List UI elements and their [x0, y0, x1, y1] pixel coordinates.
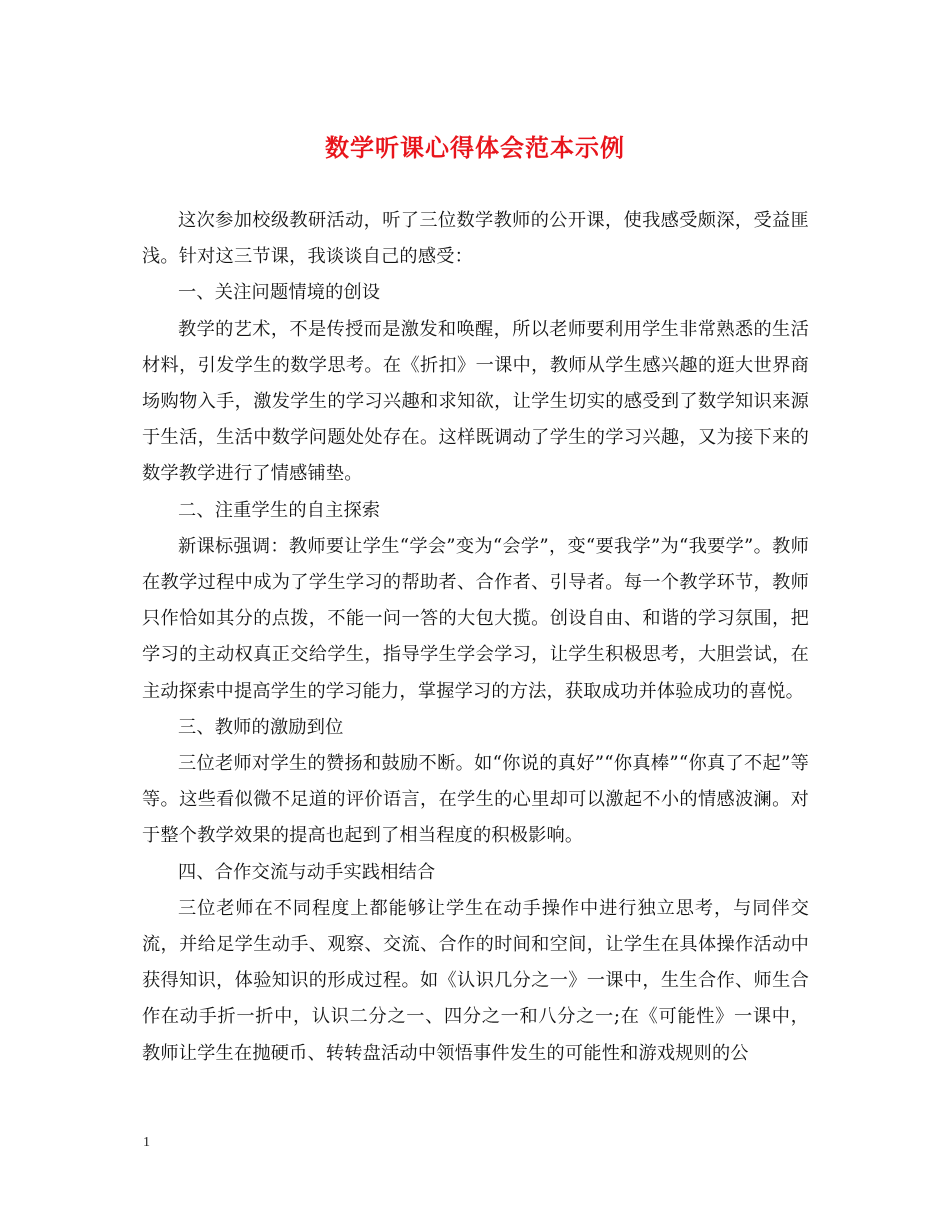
paragraph-section-2: 新课标强调：教师要让学生“学会”变为“会学”，变“要我学”为“我要学”。教师在教学过程中成为了学生学习的帮助者、合作者、引导者。每一个教学环节，教师只作恰如其分的点拨，不能一问一答的大包大揽。创设自由、和谐的学习氛围，把学习的主动权真正交给学生，指导学生学会学习，让学生积极思考，大胆尝试，在主动探索中提高学生的学习能力，掌握学习的方法，获取成功并体验成功的喜悦。 — [142, 535, 809, 702]
paragraph-intro: 这次参加校级教研活动，听了三位数学教师的公开课，使我感受颇深，受益匪浅。针对这三节课，我谈谈自己的感受： — [142, 210, 809, 268]
page-number: 1 — [143, 1135, 150, 1150]
section-heading-4: 四、合作交流与动手实践相结合 — [178, 861, 436, 883]
section-heading-1: 一、关注问题情境的创设 — [178, 282, 381, 304]
paragraph-section-3: 三位老师对学生的赞扬和鼓励不断。如“你说的真好”“你真棒”“你真了不起”等等。这些看似微不足道的评价语言，在学生的心里却可以激起不小的情感波澜。对于整个教学效果的提高也起到了相当程度的积极影响。 — [142, 753, 809, 847]
section-heading-2: 二、注重学生的自主探索 — [178, 499, 381, 521]
paragraph-section-1: 教学的艺术，不是传授而是激发和唤醒，所以老师要利用学生非常熟悉的生活材料，引发学生的数学思考。在《折扣》一课中，教师从学生感兴趣的逛大世界商场购物入手，激发学生的学习兴趣和求知欲，让学生切实的感受到了数学知识来源于生活，生活中数学问题处处存在。这样既调动了学生的学习兴趣，又为接下来的数学教学进行了情感铺垫。 — [142, 318, 809, 485]
paragraph-section-4: 三位老师在不同程度上都能够让学生在动手操作中进行独立思考，与同伴交流，并给足学生动手、观察、交流、合作的时间和空间，让学生在具体操作活动中获得知识，体验知识的形成过程。如《认识几分之一》一课中，生生合作、师生合作在动手折一折中，认识二分之一、四分之一和八分之一;在《可能性》一课中，教师让学生在抛硬币、转转盘活动中领悟事件发生的可能性和游戏规则的公 — [142, 897, 809, 1064]
document-body — [142, 203, 809, 1072]
section-heading-3: 三、教师的激励到位 — [178, 716, 344, 738]
document-title: 数学听课心得体会范本示例 — [325, 134, 625, 162]
